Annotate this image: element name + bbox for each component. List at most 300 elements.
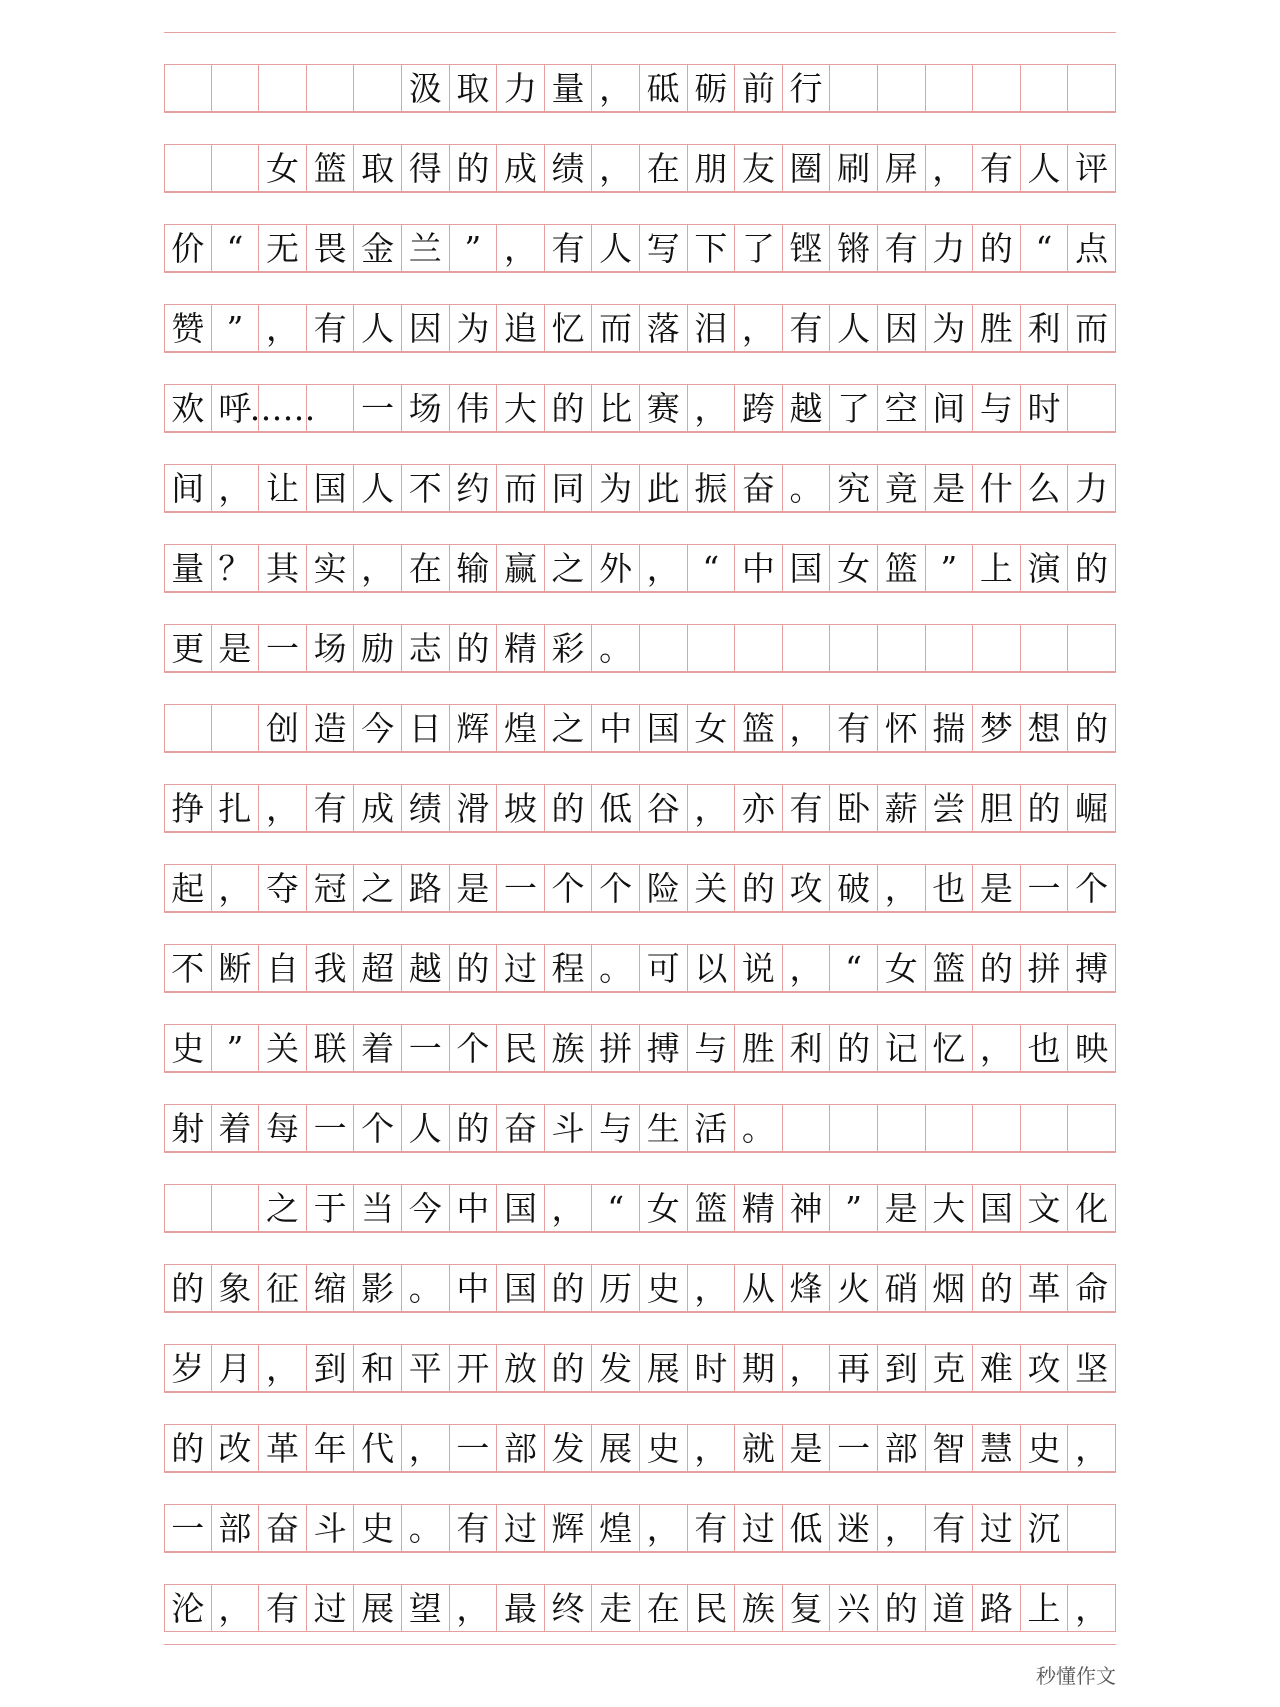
grid-cell: 刷 [830, 145, 878, 191]
grid-cell: 族 [735, 1585, 783, 1631]
grid-cell: 实 [307, 545, 355, 591]
grid-cell: 而 [1068, 305, 1116, 351]
row-spacer [164, 1072, 1116, 1104]
grid-cell [1021, 625, 1069, 671]
grid-cell: 的 [164, 1265, 212, 1311]
grid-cell: 低 [592, 785, 640, 831]
grid-cell: ” [212, 1025, 260, 1071]
grid-cell: 与 [973, 385, 1021, 431]
grid-cell: 难 [973, 1345, 1021, 1391]
grid-cell: 彩 [545, 625, 593, 671]
grid-cell: 个 [1068, 865, 1116, 911]
grid-cell: 着 [212, 1105, 260, 1151]
grid-cell: 克 [926, 1345, 974, 1391]
grid-cell: 化 [1068, 1185, 1116, 1231]
grid-cell: 影 [354, 1265, 402, 1311]
grid-cell [1068, 625, 1116, 671]
row-spacer [164, 832, 1116, 864]
grid-cell: 中 [735, 545, 783, 591]
grid-cell: 部 [878, 1425, 926, 1471]
grid-cell [1021, 65, 1069, 111]
grid-row [164, 944, 1116, 992]
grid-cell: 是 [878, 1185, 926, 1231]
grid-cell: 今 [402, 1185, 450, 1231]
grid-cell: 望 [402, 1585, 450, 1631]
grid-cell: 为 [592, 465, 640, 511]
grid-cell: 期 [735, 1345, 783, 1391]
grid-cell: 民 [497, 1025, 545, 1071]
grid-cell [878, 1105, 926, 1151]
grid-cell: 族 [545, 1025, 593, 1071]
grid-cell: 赛 [640, 385, 688, 431]
grid-cell: 女 [688, 705, 736, 751]
grid-row [164, 1584, 1116, 1632]
row-spacer [164, 32, 1116, 64]
grid-cell: 攻 [783, 865, 831, 911]
grid-row [164, 784, 1116, 832]
grid-cell: 的 [450, 945, 498, 991]
grid-cell: 征 [259, 1265, 307, 1311]
grid-cell: 落 [640, 305, 688, 351]
grid-cell [1068, 1505, 1116, 1551]
grid-cell: 史 [354, 1505, 402, 1551]
grid-cell: ” [450, 225, 498, 271]
grid-cell: 烽 [783, 1265, 831, 1311]
grid-cell: 创 [259, 705, 307, 751]
grid-cell: ， [640, 545, 688, 591]
grid-cell: 是 [450, 865, 498, 911]
grid-cell: 有 [830, 705, 878, 751]
grid-cell: 。 [592, 625, 640, 671]
grid-cell: 复 [783, 1585, 831, 1631]
grid-cell [973, 1105, 1021, 1151]
grid-cell: ， [688, 1425, 736, 1471]
grid-cell: 薪 [878, 785, 926, 831]
grid-cell: 是 [973, 865, 1021, 911]
grid-cell [830, 625, 878, 671]
grid-cell: 绩 [545, 145, 593, 191]
grid-cell: 路 [973, 1585, 1021, 1631]
grid-cell: 文 [1021, 1185, 1069, 1231]
grid-cell: 之 [545, 545, 593, 591]
grid-cell: 平 [402, 1345, 450, 1391]
grid-cell: 之 [354, 865, 402, 911]
grid-cell: 有 [450, 1505, 498, 1551]
grid-cell: 放 [497, 1345, 545, 1391]
grid-cell: 与 [688, 1025, 736, 1071]
grid-cell: 为 [450, 305, 498, 351]
grid-cell: 。 [402, 1505, 450, 1551]
grid-cell: 起 [164, 865, 212, 911]
grid-cell: 前 [735, 65, 783, 111]
grid-cell: 朋 [688, 145, 736, 191]
grid-cell: 是 [783, 1425, 831, 1471]
grid-cell: 的 [545, 1265, 593, 1311]
grid-cell: 部 [497, 1425, 545, 1471]
grid-cell: 斗 [545, 1105, 593, 1151]
grid-cell: 下 [688, 225, 736, 271]
grid-cell: 梦 [973, 705, 1021, 751]
grid-cell: 破 [830, 865, 878, 911]
grid-cell: 代 [354, 1425, 402, 1471]
grid-cell: 励 [354, 625, 402, 671]
grid-cell: ， [973, 1025, 1021, 1071]
grid-cell: 拼 [592, 1025, 640, 1071]
grid-cell: 篮 [688, 1185, 736, 1231]
grid-cell: 智 [926, 1425, 974, 1471]
grid-cell: 之 [259, 1185, 307, 1231]
row-spacer [164, 592, 1116, 624]
grid-cell: ， [592, 145, 640, 191]
grid-cell: 人 [830, 305, 878, 351]
grid-cell: 时 [1021, 385, 1069, 431]
grid-cell: 史 [164, 1025, 212, 1071]
grid-cell: 国 [307, 465, 355, 511]
grid-cell [783, 1105, 831, 1151]
grid-cell: 以 [688, 945, 736, 991]
grid-cell: 兰 [402, 225, 450, 271]
grid-cell: 场 [307, 625, 355, 671]
grid-cell: 有 [545, 225, 593, 271]
grid-cell: 在 [640, 1585, 688, 1631]
grid-cell: 成 [354, 785, 402, 831]
grid-cell: 上 [973, 545, 1021, 591]
grid-cell [212, 1185, 260, 1231]
grid-cell: 冠 [307, 865, 355, 911]
grid-cell: 是 [926, 465, 974, 511]
grid-cell: 篮 [307, 145, 355, 191]
grid-cell: 屏 [878, 145, 926, 191]
grid-cell: 时 [688, 1345, 736, 1391]
grid-cell: 射 [164, 1105, 212, 1151]
grid-cell: 低 [783, 1505, 831, 1551]
grid-cell: 量 [164, 545, 212, 591]
grid-cell: 人 [354, 465, 402, 511]
grid-cell: 赢 [497, 545, 545, 591]
grid-cell: 怀 [878, 705, 926, 751]
grid-cell: 命 [1068, 1265, 1116, 1311]
grid-cell: 精 [735, 1185, 783, 1231]
grid-cell: ” [830, 1185, 878, 1231]
grid-cell: 日 [402, 705, 450, 751]
grid-cell: 泪 [688, 305, 736, 351]
grid-cell: 么 [1021, 465, 1069, 511]
grid-cell: 大 [497, 385, 545, 431]
grid-cell: 造 [307, 705, 355, 751]
sheet-bottom-line [164, 1644, 1116, 1645]
grid-cell: 精 [497, 625, 545, 671]
grid-cell: 个 [545, 865, 593, 911]
grid-cell: 越 [783, 385, 831, 431]
grid-cell [212, 145, 260, 191]
grid-cell: 砥 [640, 65, 688, 111]
grid-cell: 迷 [830, 1505, 878, 1551]
grid-cell: 史 [1021, 1425, 1069, 1471]
grid-cell: 于 [307, 1185, 355, 1231]
row-spacer [164, 1312, 1116, 1344]
grid-cell: 发 [545, 1425, 593, 1471]
grid-cell [688, 625, 736, 671]
grid-cell: 取 [450, 65, 498, 111]
grid-cell: 取 [354, 145, 402, 191]
grid-cell: 活 [688, 1105, 736, 1151]
grid-cell: 大 [926, 1185, 974, 1231]
row-spacer [164, 912, 1116, 944]
grid-cell: 锵 [830, 225, 878, 271]
grid-cell: 崛 [1068, 785, 1116, 831]
grid-cell: 的 [735, 865, 783, 911]
grid-cell: 无 [259, 225, 307, 271]
grid-cell: 胜 [735, 1025, 783, 1071]
grid-cell: 铿 [783, 225, 831, 271]
grid-cell [783, 625, 831, 671]
grid-cell: 比 [592, 385, 640, 431]
grid-cell: 和 [354, 1345, 402, 1391]
grid-row [164, 1104, 1116, 1152]
grid-row [164, 224, 1116, 272]
grid-cell: “ [212, 225, 260, 271]
grid-cell: 而 [592, 305, 640, 351]
grid-cell: 人 [592, 225, 640, 271]
grid-cell: 欢 [164, 385, 212, 431]
grid-cell [164, 705, 212, 751]
grid-cell: 谷 [640, 785, 688, 831]
grid-cell: ” [212, 305, 260, 351]
grid-cell: 过 [307, 1585, 355, 1631]
grid-cell: 岁 [164, 1345, 212, 1391]
grid-cell: 与 [592, 1105, 640, 1151]
grid-row [164, 1504, 1116, 1552]
grid-cell: 革 [259, 1425, 307, 1471]
row-spacer [164, 272, 1116, 304]
grid-cell [973, 625, 1021, 671]
grid-cell [878, 625, 926, 671]
grid-cell: 尝 [926, 785, 974, 831]
grid-cell: ， [735, 305, 783, 351]
grid-cell: …… [259, 385, 307, 431]
grid-cell: “ [830, 945, 878, 991]
grid-cell: 的 [545, 785, 593, 831]
grid-cell: 。 [402, 1265, 450, 1311]
grid-cell: 慧 [973, 1425, 1021, 1471]
grid-cell: 国 [973, 1185, 1021, 1231]
grid-cell: 畏 [307, 225, 355, 271]
grid-cell: 每 [259, 1105, 307, 1151]
grid-cell: 量 [545, 65, 593, 111]
grid-cell [878, 65, 926, 111]
grid-cell: 点 [1068, 225, 1116, 271]
grid-cell: 同 [545, 465, 593, 511]
grid-cell: 上 [1021, 1585, 1069, 1631]
grid-cell: 奋 [735, 465, 783, 511]
grid-cell: 中 [450, 1265, 498, 1311]
grid-cell: 女 [259, 145, 307, 191]
grid-cell: ， [688, 385, 736, 431]
grid-cell: 更 [164, 625, 212, 671]
grid-row [164, 464, 1116, 512]
grid-cell: 人 [354, 305, 402, 351]
grid-cell [735, 625, 783, 671]
grid-cell: 国 [497, 1185, 545, 1231]
grid-cell: 象 [212, 1265, 260, 1311]
grid-cell: 坡 [497, 785, 545, 831]
grid-cell: 篮 [926, 945, 974, 991]
grid-cell: 因 [878, 305, 926, 351]
grid-cell: 中 [450, 1185, 498, 1231]
grid-cell [307, 65, 355, 111]
grid-cell: 一 [402, 1025, 450, 1071]
grid-cell: 因 [402, 305, 450, 351]
grid-cell [926, 625, 974, 671]
row-spacer [164, 992, 1116, 1024]
grid-cell: 间 [926, 385, 974, 431]
grid-cell: 历 [592, 1265, 640, 1311]
grid-cell: 滑 [450, 785, 498, 831]
grid-cell: 超 [354, 945, 402, 991]
grid-cell: 斗 [307, 1505, 355, 1551]
grid-cell: 呼 [212, 385, 260, 431]
grid-cell: 金 [354, 225, 402, 271]
grid-cell: ， [450, 1585, 498, 1631]
grid-cell: ， [926, 145, 974, 191]
grid-cell [926, 65, 974, 111]
grid-cell: 友 [735, 145, 783, 191]
grid-cell: ， [259, 1345, 307, 1391]
grid-cell: 发 [592, 1345, 640, 1391]
grid-cell: 不 [164, 945, 212, 991]
grid-cell: 忆 [926, 1025, 974, 1071]
grid-cell: 的 [545, 1345, 593, 1391]
grid-cell: 走 [592, 1585, 640, 1631]
grid-cell: ， [212, 865, 260, 911]
grid-cell: 而 [497, 465, 545, 511]
grid-cell: 的 [878, 1585, 926, 1631]
grid-cell: 夺 [259, 865, 307, 911]
grid-cell: 价 [164, 225, 212, 271]
grid-cell: 月 [212, 1345, 260, 1391]
grid-cell: 成 [497, 145, 545, 191]
grid-cell: 一 [497, 865, 545, 911]
grid-cell: 也 [1021, 1025, 1069, 1071]
grid-cell: 的 [545, 385, 593, 431]
grid-cell: 的 [973, 1265, 1021, 1311]
grid-cell: 的 [450, 625, 498, 671]
grid-cell [1068, 65, 1116, 111]
grid-cell: 扎 [212, 785, 260, 831]
grid-cell: “ [1021, 225, 1069, 271]
grid-cell: 可 [640, 945, 688, 991]
grid-cell: 揣 [926, 705, 974, 751]
grid-cell: 有 [307, 785, 355, 831]
row-spacer [164, 352, 1116, 384]
grid-cell: 有 [783, 305, 831, 351]
grid-cell: ， [688, 1265, 736, 1311]
grid-cell: 有 [926, 1505, 974, 1551]
grid-row [164, 384, 1116, 432]
grid-cell: 一 [259, 625, 307, 671]
grid-cell: 一 [164, 1505, 212, 1551]
grid-cell: 一 [830, 1425, 878, 1471]
grid-cell: 赞 [164, 305, 212, 351]
grid-cell: 记 [878, 1025, 926, 1071]
grid-cell: 拼 [1021, 945, 1069, 991]
grid-cell: 火 [830, 1265, 878, 1311]
grid-cell: 力 [497, 65, 545, 111]
grid-cell: 兴 [830, 1585, 878, 1631]
grid-cell: 评 [1068, 145, 1116, 191]
grid-cell [926, 1105, 974, 1151]
grid-cell: 个 [450, 1025, 498, 1071]
grid-cell: 到 [878, 1345, 926, 1391]
grid-cell: 部 [212, 1505, 260, 1551]
grid-cell: 革 [1021, 1265, 1069, 1311]
grid-cell: 伟 [450, 385, 498, 431]
grid-cell: 煌 [497, 705, 545, 751]
grid-cell [354, 65, 402, 111]
grid-cell: 自 [259, 945, 307, 991]
grid-cell: ， [640, 1505, 688, 1551]
grid-cell: 让 [259, 465, 307, 511]
grid-cell: 的 [830, 1025, 878, 1071]
row-spacer [164, 112, 1116, 144]
grid-cell [307, 385, 355, 431]
grid-cell: 煌 [592, 1505, 640, 1551]
grid-cell: ， [402, 1425, 450, 1471]
grid-cell: 圈 [783, 145, 831, 191]
grid-cell: 约 [450, 465, 498, 511]
grid-cell: 一 [1021, 865, 1069, 911]
grid-cell [830, 1105, 878, 1151]
grid-cell: 过 [497, 945, 545, 991]
grid-cell: 力 [1068, 465, 1116, 511]
grid-cell: 展 [354, 1585, 402, 1631]
grid-cell: 沦 [164, 1585, 212, 1631]
grid-cell: 越 [402, 945, 450, 991]
grid-cell: 的 [1068, 545, 1116, 591]
grid-cell: 当 [354, 1185, 402, 1231]
grid-cell: 着 [354, 1025, 402, 1071]
grid-cell [212, 65, 260, 111]
grid-cell: 烟 [926, 1265, 974, 1311]
grid-cell: 生 [640, 1105, 688, 1151]
grid-cell: 为 [926, 305, 974, 351]
grid-cell: 输 [450, 545, 498, 591]
grid-cell: 。 [783, 465, 831, 511]
grid-cell: ？ [212, 545, 260, 591]
grid-cell: ， [259, 785, 307, 831]
grid-row [164, 624, 1116, 672]
grid-cell: 国 [497, 1265, 545, 1311]
grid-cell: 究 [830, 465, 878, 511]
grid-cell [164, 65, 212, 111]
grid-cell: 险 [640, 865, 688, 911]
grid-cell: ， [259, 305, 307, 351]
grid-cell: 了 [735, 225, 783, 271]
grid-cell: ” [926, 545, 974, 591]
row-spacer [164, 1392, 1116, 1424]
grid-cell: 有 [878, 225, 926, 271]
grid-cell: 关 [688, 865, 736, 911]
grid-cell: 奋 [259, 1505, 307, 1551]
grid-cell [973, 65, 1021, 111]
grid-cell: 关 [259, 1025, 307, 1071]
grid-cell: 振 [688, 465, 736, 511]
grid-cell: ， [212, 1585, 260, 1631]
grid-cell: 在 [640, 145, 688, 191]
grid-cell: 间 [164, 465, 212, 511]
grid-cell: 女 [640, 1185, 688, 1231]
grid-cell: ， [354, 545, 402, 591]
